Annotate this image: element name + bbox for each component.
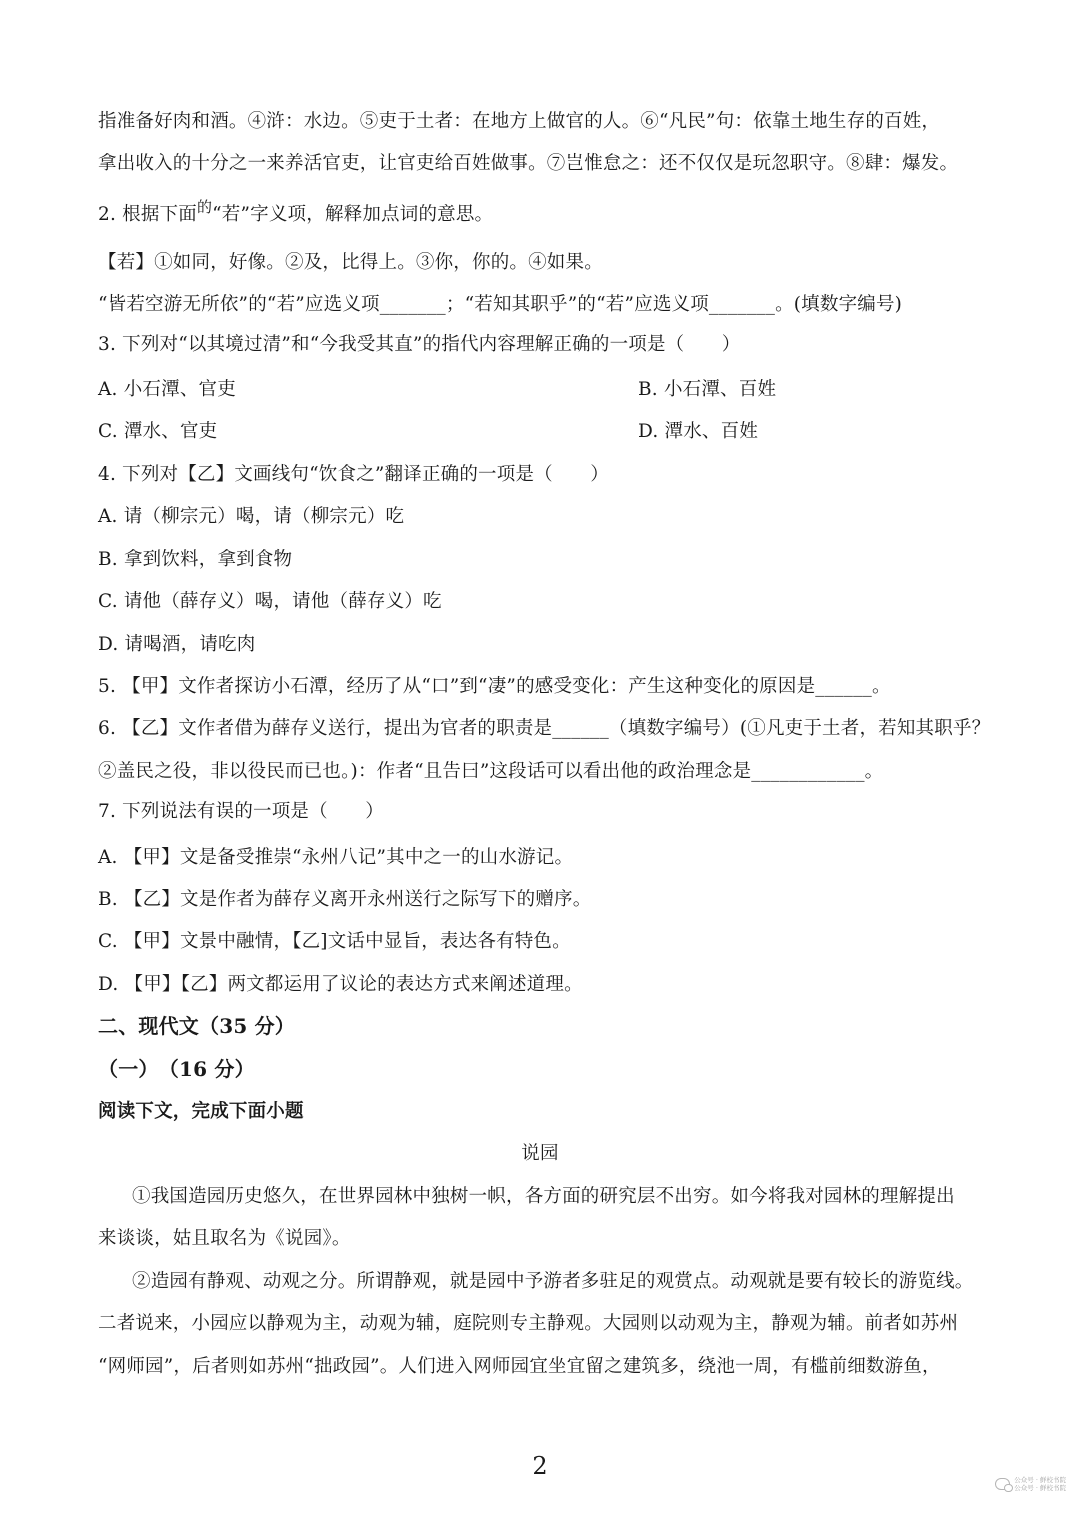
question-5-stem: 5. 【甲】文作者探访小石潭，经历了从“口”到“凄”的感受变化：产生这种变化的原因是______。: [98, 676, 891, 697]
question-2-stem-a: 2. 根据下面: [98, 204, 197, 225]
question-2-stem-sup: 的: [196, 198, 213, 216]
section-2-heading: 二、现代文（35 分）: [98, 1014, 295, 1038]
question-3-option-b: B. 小石潭、百姓: [638, 379, 777, 400]
wechat-icon: [995, 1478, 1010, 1490]
question-2-stem: [98, 198, 984, 228]
section-2-sub-heading: （一） （16 分）: [98, 1057, 255, 1081]
question-4-option-d: D. 请喝酒，请吃肉: [98, 634, 256, 655]
question-4-option-c: C. 请他（薛存义）喝，请他（薛存义）吃: [98, 591, 442, 612]
section-2-instruction: 阅读下文，完成下面小题: [98, 1101, 304, 1122]
watermark-text: [1014, 1476, 1066, 1492]
notes-line-2: 拿出收入的十分之一来养活官吏，让官吏给百姓做事。⑦岂惟怠之：还不仅仅是玩忽职守。⑧肆：爆发。: [98, 153, 959, 174]
question-7-option-c: C. 【甲】文景中融情，【乙]文话中显旨，表达各有特色。: [98, 931, 571, 952]
page-number: 2: [532, 1452, 548, 1480]
question-2-definitions: 【若】①如同，好像。②及，比得上。③你，你的。④如果。: [98, 252, 603, 273]
question-3-stem: 3. 下列对“以其境过清”和“今我受其直”的指代内容理解正确的一项是（ ）: [98, 334, 741, 355]
question-3-option-c: C. 潭水、官吏: [98, 421, 218, 442]
question-3-options-row-1: [98, 377, 984, 403]
article-p2-line-2: 二者说来，小园应以静观为主，动观为辅，庭院则专主静观。大园则以动观为主，静观为辅。前者如苏州: [98, 1313, 959, 1334]
article-title: 说园: [521, 1143, 559, 1164]
question-4-option-a: A. 请（柳宗元）喝，请（柳宗元）吃: [98, 506, 405, 527]
question-7-option-b: B. 【乙】文是作者为薛存义离开永州送行之际写下的赠序。: [98, 889, 592, 910]
watermark-line-1: 公众号 · 鲜校书院: [1014, 1476, 1066, 1484]
article-p1-line-1: ①我国造园历史悠久，在世界园林中独树一帜，各方面的研究层不出穷。如今将我对园林的理解提出: [132, 1186, 955, 1207]
question-6-line-2: ②盖民之役，非以役民而已也。)：作者“且告曰”这段话可以看出他的政治理念是____________。: [98, 761, 884, 782]
question-3-options-row-2: [98, 419, 984, 445]
watermark: [995, 1476, 1066, 1492]
question-7-stem: 7. 下列说法有误的一项是（ ）: [98, 801, 384, 822]
question-4-stem: 4. 下列对【乙】文画线句“饮食之”翻译正确的一项是（ ）: [98, 464, 609, 485]
article-p2-line-3: “网师园”，后者则如苏州“拙政园”。人们进入网师园宜坐宜留之建筑多，绕池一周，有槛前细数游鱼，: [98, 1356, 941, 1377]
question-7-option-d: D. 【甲】【乙】两文都运用了议论的表达方式来阐述道理。: [98, 974, 583, 995]
question-3-option-a: A. 小石潭、官吏: [98, 379, 236, 400]
question-7-option-a: A. 【甲】文是备受推崇“永州八记”其中之一的山水游记。: [98, 847, 574, 868]
question-2-prompt: “皆若空游无所依”的“若”应选义项_______；“若知其职乎”的“若”应选义项_______。(填数字编号): [98, 294, 903, 315]
question-4-option-b: B. 拿到饮料，拿到食物: [98, 549, 293, 570]
question-2-stem-b: “若”字义项，解释加点词的意思。: [212, 204, 494, 225]
article-p2-line-1: ②造园有静观、动观之分。所谓静观，就是园中予游者多驻足的观赏点。动观就是要有较长的游览线。: [132, 1271, 974, 1292]
watermark-line-2: 公众号 · 鲜校书院: [1014, 1484, 1066, 1492]
article-p1-line-2: 来谈谈，姑且取名为《说园》。: [98, 1228, 351, 1249]
question-3-option-d: D. 潭水、百姓: [638, 421, 759, 442]
question-6-line-1: 6. 【乙】文作者借为薛存义送行，提出为官者的职责是______（填数字编号）(①凡吏于土者，若知其职乎？: [98, 718, 991, 739]
notes-line-1: 指准备好肉和酒。④浒：水边。⑤吏于土者：在地方上做官的人。⑥“凡民”句：依靠土地生存的百姓，: [98, 111, 941, 132]
